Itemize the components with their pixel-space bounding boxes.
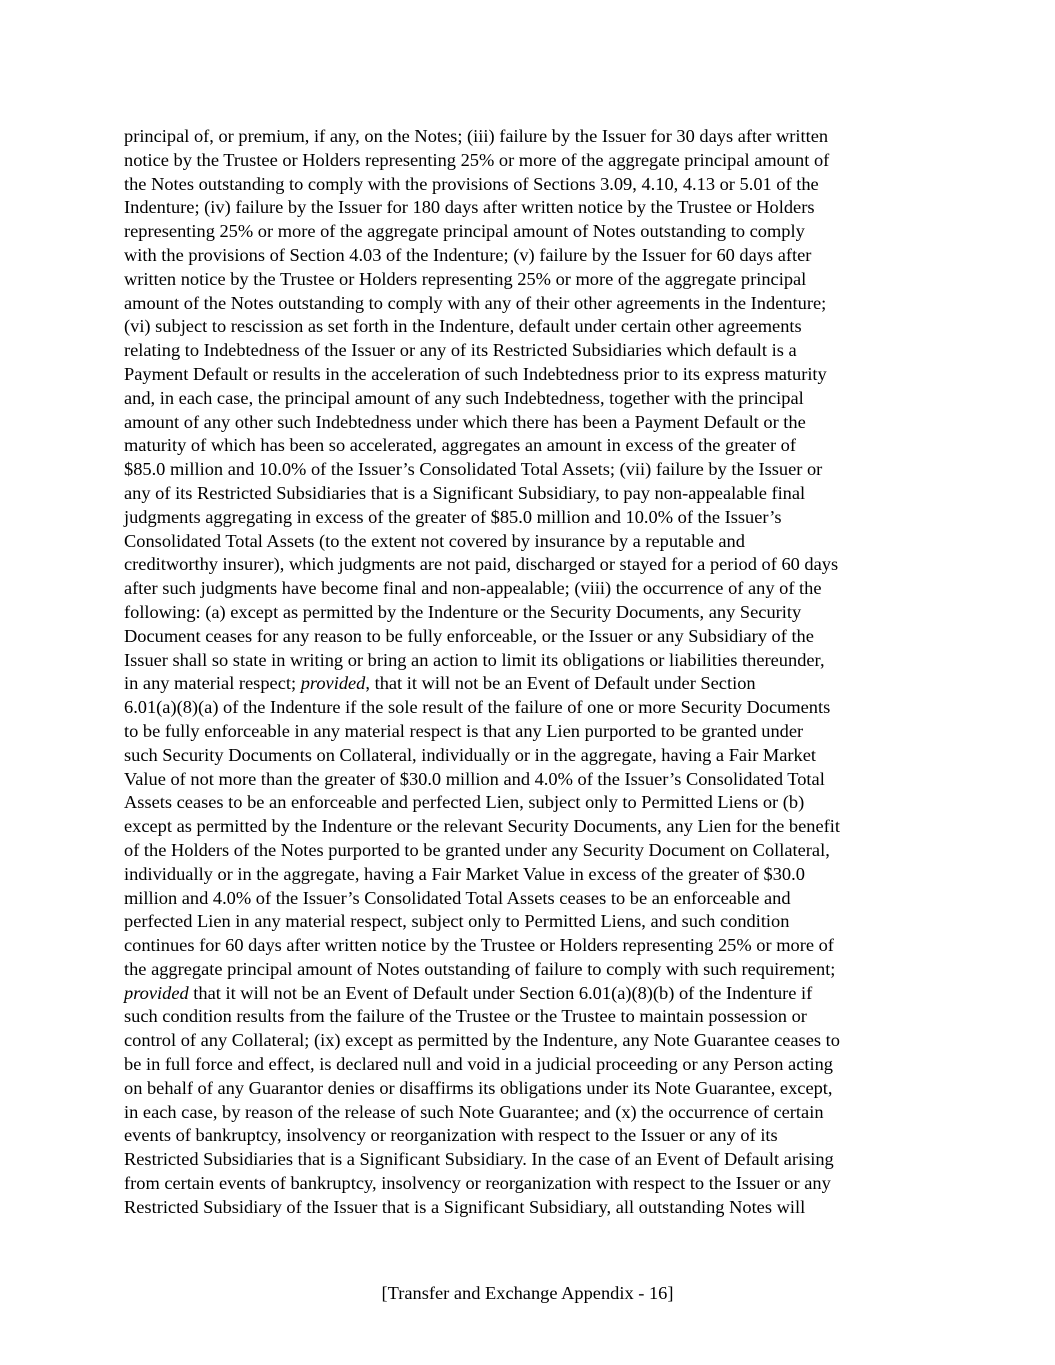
text-segment: after such judgments have become final and non-appealable; (viii) the occurrence of any of the <box>124 578 822 599</box>
text-line <box>124 744 936 768</box>
text-segment: notice by the Trustee or Holders representing 25% or more of the aggregate principal amount of <box>124 149 830 170</box>
text-segment: continues for 60 days after written notice by the Trustee or Holders representing 25% or more of <box>124 935 834 956</box>
text-line <box>124 649 936 673</box>
text-line <box>124 791 936 815</box>
text-segment: in each case, by reason of the release of such Note Guarantee; and (x) the occurrence of certain <box>124 1101 824 1122</box>
text-line <box>124 315 936 339</box>
text-line <box>124 482 936 506</box>
italic-text: provided <box>124 982 189 1003</box>
text-segment: be in full force and effect, is declared null and void in a judicial proceeding or any Person acting <box>124 1054 833 1075</box>
text-line <box>124 149 936 173</box>
text-segment: Assets ceases to be an enforceable and perfected Lien, subject only to Permitted Liens or (b) <box>124 792 805 813</box>
text-line <box>124 339 936 363</box>
text-segment: $85.0 million and 10.0% of the Issuer’s Consolidated Total Assets; (vii) failure by the Issuer or <box>124 459 823 480</box>
text-segment: events of bankruptcy, insolvency or reorganization with respect to the Issuer or any of its <box>124 1125 778 1146</box>
text-line <box>124 672 936 696</box>
text-segment: Issuer shall so state in writing or bring an action to limit its obligations or liabilities thereunder, <box>124 649 825 670</box>
text-line <box>124 553 936 577</box>
text-line <box>124 768 936 792</box>
text-line <box>124 910 936 934</box>
text-line <box>124 173 936 197</box>
text-line <box>124 1172 936 1196</box>
text-segment: of the Holders of the Notes purported to be granted under any Security Document on Collateral, <box>124 839 830 860</box>
text-segment: Indenture; (iv) failure by the Issuer for 180 days after written notice by the Trustee or Holders <box>124 197 815 218</box>
text-line <box>124 244 936 268</box>
text-segment: Restricted Subsidiary of the Issuer that is a Significant Subsidiary, all outstanding Notes will <box>124 1196 806 1217</box>
text-line <box>124 625 936 649</box>
italic-text: provided <box>300 673 366 694</box>
text-segment: million and 4.0% of the Issuer’s Consolidated Total Assets ceases to be an enforceable and <box>124 887 791 908</box>
text-line <box>124 577 936 601</box>
text-line <box>124 839 936 863</box>
text-line <box>124 125 936 149</box>
text-line <box>124 1101 936 1125</box>
text-segment: such Security Documents on Collateral, individually or in the aggregate, having a Fair Market <box>124 744 817 765</box>
text-segment: Restricted Subsidiaries that is a Significant Subsidiary. In the case of an Event of Default arising <box>124 1149 834 1170</box>
text-line <box>124 1077 936 1101</box>
text-line <box>124 1148 936 1172</box>
text-segment: Payment Default or results in the acceleration of such Indebtedness prior to its express maturity <box>124 363 827 384</box>
text-line <box>124 982 936 1006</box>
text-segment: the Notes outstanding to comply with the provisions of Sections 3.09, 4.10, 4.13 or 5.01 of the <box>124 173 819 194</box>
text-segment: to be fully enforceable in any material respect is that any Lien purported to be granted under <box>124 720 804 741</box>
text-line <box>124 601 936 625</box>
text-line <box>124 696 936 720</box>
text-line <box>124 1005 936 1029</box>
text-segment: and, in each case, the principal amount of any such Indebtedness, together with the principal <box>124 387 804 408</box>
text-line <box>124 1053 936 1077</box>
page-footer: [Transfer and Exchange Appendix - 16] <box>381 1283 674 1303</box>
text-segment: that it will not be an Event of Default under Section 6.01(a)(8)(b) of the Indenture if <box>188 982 813 1003</box>
text-line <box>124 292 936 316</box>
text-line <box>124 411 936 435</box>
text-segment: (vi) subject to rescission as set forth in the Indenture, default under certain other agreements <box>124 316 802 337</box>
text-segment: following: (a) except as permitted by the Indenture or the Security Documents, any Security <box>124 601 802 622</box>
text-segment: perfected Lien in any material respect, subject only to Permitted Liens, and such condition <box>124 911 790 932</box>
text-line <box>124 815 936 839</box>
text-line <box>124 530 936 554</box>
text-line <box>124 268 936 292</box>
text-segment: Value of not more than the greater of $30.0 million and 4.0% of the Issuer’s Consolidated Total <box>124 768 825 789</box>
text-line <box>124 363 936 387</box>
text-line <box>124 863 936 887</box>
text-segment: the aggregate principal amount of Notes outstanding of failure to comply with such requirement; <box>124 958 836 979</box>
text-line <box>124 1029 936 1053</box>
text-segment: principal of, or premium, if any, on the Notes; (iii) failure by the Issuer for 30 days after written <box>124 126 829 146</box>
text-segment: relating to Indebtedness of the Issuer or any of its Restricted Subsidiaries which default is a <box>124 340 797 361</box>
text-line <box>124 387 936 411</box>
text-line <box>124 958 936 982</box>
text-segment: creditworthy insurer), which judgments are not paid, discharged or stayed for a period of 60 days <box>124 554 839 575</box>
text-segment: amount of any other such Indebtedness under which there has been a Payment Default or the <box>124 411 806 432</box>
text-line <box>124 506 936 530</box>
text-line <box>124 887 936 911</box>
text-line <box>124 220 936 244</box>
text-segment: on behalf of any Guarantor denies or disaffirms its obligations under its Note Guarantee, except, <box>124 1077 833 1098</box>
text-segment: control of any Collateral; (ix) except as permitted by the Indenture, any Note Guarantee ceases to <box>124 1030 840 1051</box>
text-segment: 6.01(a)(8)(a) of the Indenture if the sole result of the failure of one or more Security Documents <box>124 697 831 718</box>
text-line <box>124 1124 936 1148</box>
text-line <box>124 434 936 458</box>
text-segment: such condition results from the failure of the Trustee or the Trustee to maintain possession or <box>124 1006 807 1027</box>
text-segment: individually or in the aggregate, having a Fair Market Value in excess of the greater of $30.0 <box>124 863 805 884</box>
text-segment: in any material respect; <box>124 673 301 694</box>
text-segment: judgments aggregating in excess of the greater of $85.0 million and 10.0% of the Issuer’s <box>124 506 782 527</box>
text-segment: any of its Restricted Subsidiaries that is a Significant Subsidiary, to pay non-appealable final <box>124 482 806 503</box>
body-paragraph <box>124 125 936 1220</box>
text-segment: from certain events of bankruptcy, insolvency or reorganization with respect to the Issuer or any <box>124 1173 831 1194</box>
text-segment: , that it will not be an Event of Default under Section <box>365 673 756 694</box>
text-line <box>124 934 936 958</box>
text-segment: representing 25% or more of the aggregate principal amount of Notes outstanding to comply <box>124 221 805 242</box>
text-line <box>124 720 936 744</box>
text-line <box>124 196 936 220</box>
text-line <box>124 458 936 482</box>
text-segment: Consolidated Total Assets (to the extent not covered by insurance by a reputable and <box>124 530 745 551</box>
text-segment: except as permitted by the Indenture or the relevant Security Documents, any Lien for the benefit <box>124 816 840 837</box>
text-segment: Document ceases for any reason to be fully enforceable, or the Issuer or any Subsidiary of the <box>124 625 814 646</box>
text-segment: written notice by the Trustee or Holders representing 25% or more of the aggregate principal <box>124 268 807 289</box>
text-segment: maturity of which has been so accelerated, aggregates an amount in excess of the greater of <box>124 435 796 456</box>
text-line <box>124 1196 936 1220</box>
text-segment: with the provisions of Section 4.03 of the Indenture; (v) failure by the Issuer for 60 days after <box>124 244 812 265</box>
text-segment: amount of the Notes outstanding to comply with any of their other agreements in the Indenture; <box>124 292 827 313</box>
